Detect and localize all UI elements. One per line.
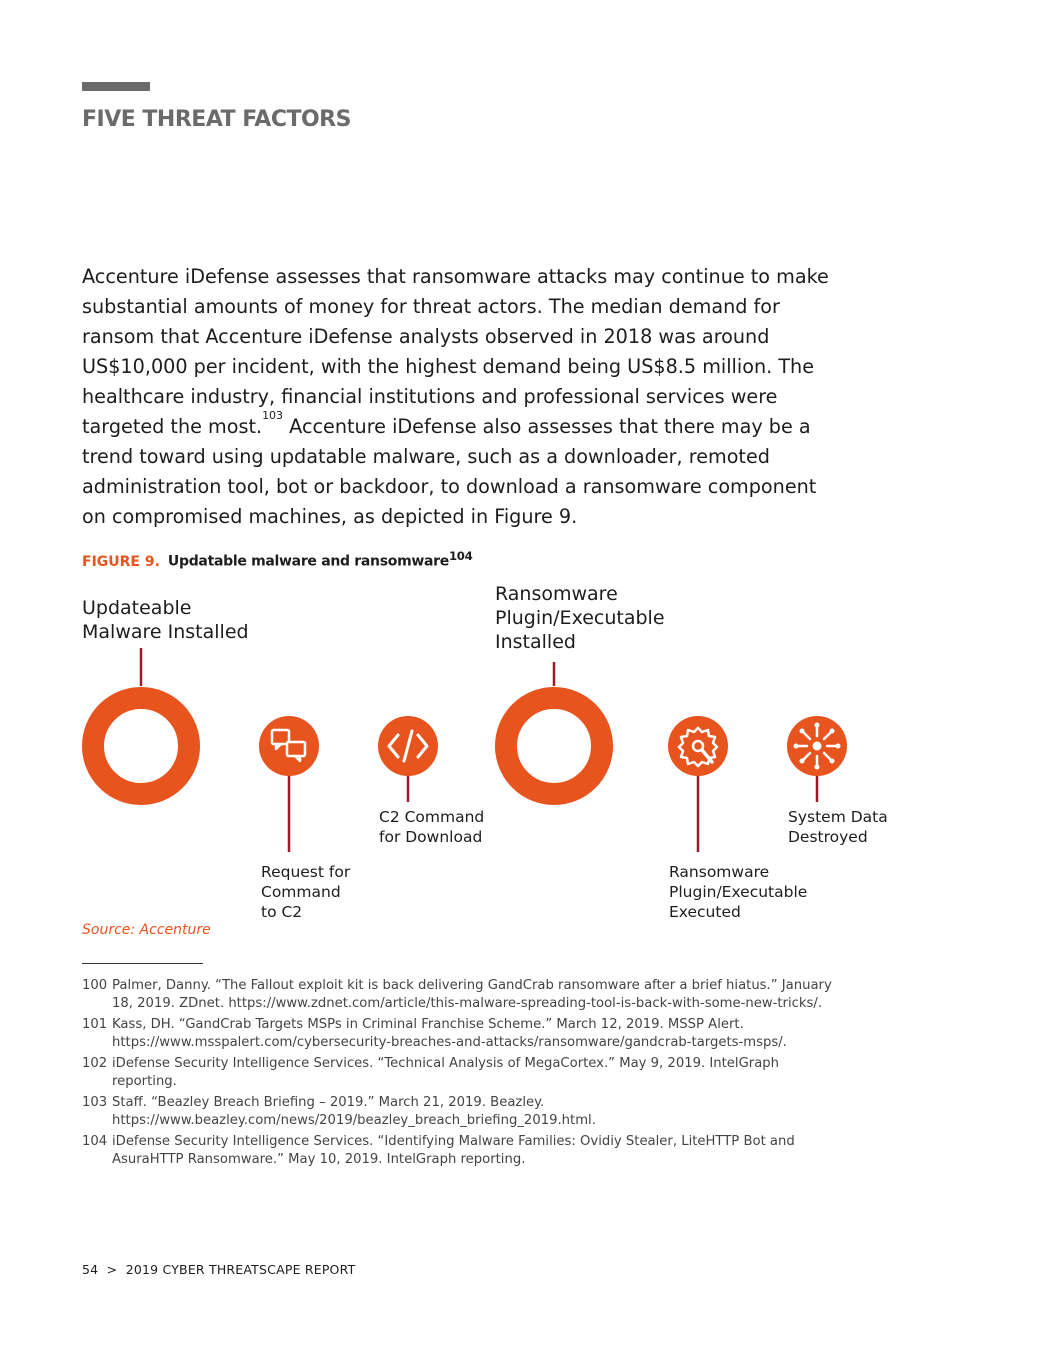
footnote-divider xyxy=(82,963,203,964)
step-label-c2-command: C2 Command for Download xyxy=(379,808,485,846)
figure-source: Source: Accenture xyxy=(82,922,211,938)
footnotes-list xyxy=(82,977,842,1172)
figure-footnote-ref[interactable]: 104 xyxy=(448,549,473,563)
footnote-101 xyxy=(82,1016,842,1051)
footnote-text: iDefense Security Intelligence Services. “Technical Analysis of MegaCortex.” May 9, 2019. IntelGraph reporting. xyxy=(112,1056,780,1089)
ring-updateable-malware xyxy=(93,698,189,794)
ring-ransomware-installed xyxy=(506,698,602,794)
footnote-number: 103 xyxy=(82,1095,108,1110)
report-name: 2019 CYBER THREATSCAPE REPORT xyxy=(125,1262,356,1277)
step-label-ransomware-executed: Ransomware Plugin/Executable Executed xyxy=(669,863,808,921)
footnote-text[interactable]: Palmer, Danny. “The Fallout exploit kit is back delivering GandCrab ransomware after a brief hiatus.” January 18, 2019. ZDnet. https://www.zdnet.com/article/this-malware-spreading-tool-is-back-with-some-new-tricks/. xyxy=(112,978,832,1011)
footnote-number: 100 xyxy=(82,978,108,993)
step-label-data-destroyed: System Data Destroyed xyxy=(788,808,888,846)
code-icon xyxy=(378,716,438,776)
footnote-100 xyxy=(82,977,842,1012)
footnote-number: 101 xyxy=(82,1017,108,1032)
page-footer xyxy=(82,1262,355,1277)
figure-number: FIGURE 9. xyxy=(82,553,160,570)
body-paragraph xyxy=(82,262,842,532)
chat-bubbles-icon xyxy=(259,716,319,776)
footnote-103 xyxy=(82,1094,842,1129)
figure-caption xyxy=(82,549,472,570)
step-label-malware-installed: Updateable Malware Installed xyxy=(82,597,249,643)
footnote-text[interactable]: Kass, DH. “GandCrab Targets MSPs in Criminal Franchise Scheme.” March 12, 2019. MSSP Alert. https://www.msspalert.com/cybersecurity-breaches-and-attacks/ransomware/gandcrab-targets-msps/. xyxy=(112,1017,787,1050)
step-label-ransomware-installed: Ransomware Plugin/Executable Installed xyxy=(495,583,665,653)
footer-separator: > xyxy=(106,1262,118,1277)
step-label-request-c2: Request for Command to C2 xyxy=(261,863,351,921)
footnote-text[interactable]: Staff. “Beazley Breach Briefing – 2019.” March 21, 2019. Beazley. https://www.beazley.com/news/2019/beazley_breach_briefing_2019.html. xyxy=(112,1095,596,1128)
footnote-104 xyxy=(82,1133,842,1168)
burst-icon xyxy=(787,716,847,776)
page-number: 54 xyxy=(82,1262,99,1277)
gear-wrench-icon xyxy=(668,716,728,776)
figure-title: Updatable malware and ransomware xyxy=(167,553,449,570)
footnote-text: iDefense Security Intelligence Services. “Identifying Malware Families: Ovidiy Stealer, LiteHTTP Bot and AsuraHTTP Ransomware.” May 10, 2019. IntelGraph reporting. xyxy=(112,1134,795,1167)
body-text-part1: Accenture iDefense assesses that ransomware attacks may continue to make substantial amounts of money for threat actors. The median demand for ransom that Accenture iDefense analysts observed in 2018 was around US$10,000 per incident, with the highest demand being US$8.5 million. The healthcare industry, financial institutions and professional services were targeted the most. xyxy=(82,265,829,438)
footnote-ref-103[interactable]: 103 xyxy=(262,409,284,422)
section-title: FIVE THREAT FACTORS xyxy=(82,107,351,132)
section-rule xyxy=(82,82,150,91)
figure-diagram xyxy=(0,570,1050,930)
body-text-part2: Accenture iDefense also assesses that there may be a trend toward using updatable malware, such as a downloader, remoted administration tool, bot or backdoor, to download a ransomware component on compromised machines, as depicted in Figure 9. xyxy=(82,415,817,528)
footnote-102 xyxy=(82,1055,842,1090)
footnote-number: 102 xyxy=(82,1056,108,1071)
footnote-number: 104 xyxy=(82,1134,108,1149)
